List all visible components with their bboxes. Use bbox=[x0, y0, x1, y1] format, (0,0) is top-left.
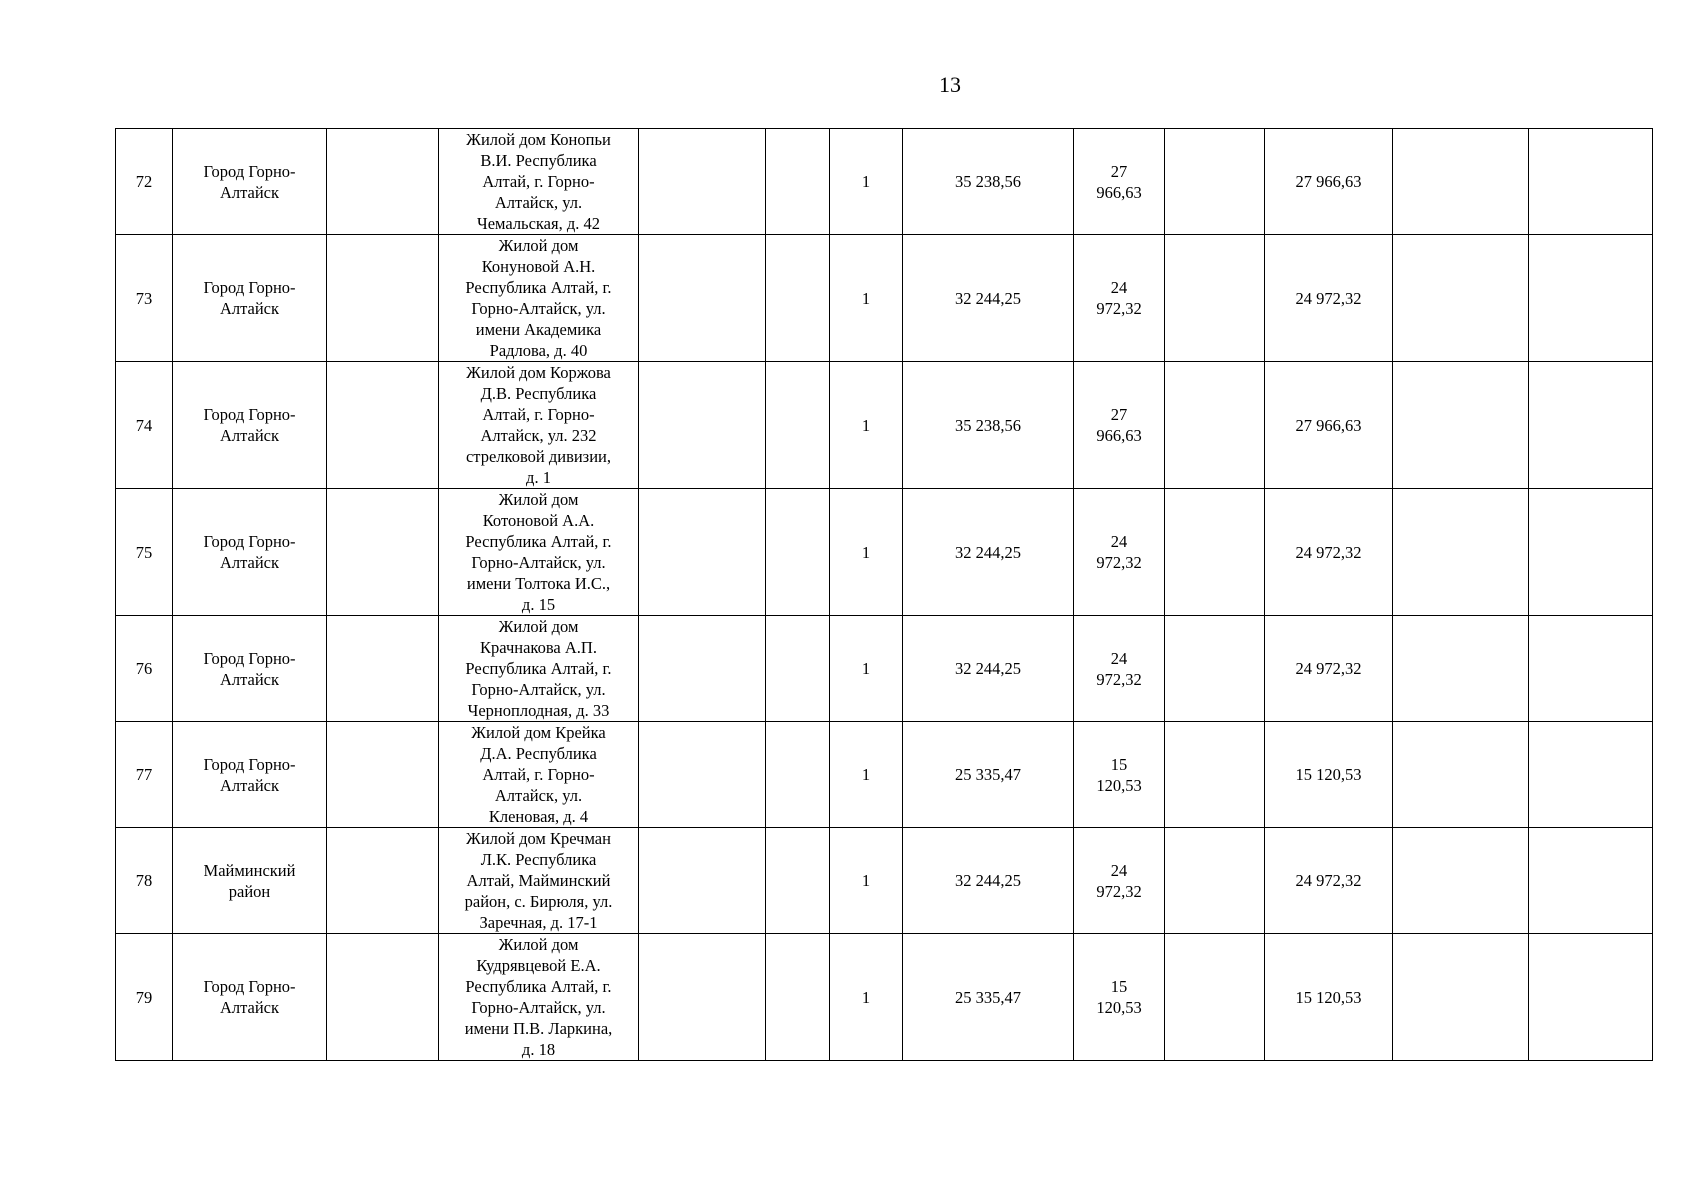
empty-cell bbox=[1393, 129, 1529, 235]
table-row bbox=[116, 722, 1653, 828]
empty-cell bbox=[1529, 129, 1653, 235]
row-number: 73 bbox=[116, 235, 173, 362]
subsidy-split-cell: 24 972,32 bbox=[1074, 616, 1165, 722]
municipality-cell: Город Горно- Алтайск bbox=[173, 235, 327, 362]
subsidy-split-cell: 27 966,63 bbox=[1074, 129, 1165, 235]
empty-cell bbox=[327, 235, 439, 362]
municipality-cell: Город Горно- Алтайск bbox=[173, 362, 327, 489]
page-number: 13 bbox=[939, 72, 961, 97]
row-number: 76 bbox=[116, 616, 173, 722]
table-row bbox=[116, 362, 1653, 489]
subsidy-split-cell: 24 972,32 bbox=[1074, 489, 1165, 616]
empty-cell bbox=[1529, 722, 1653, 828]
empty-cell bbox=[1165, 722, 1265, 828]
row-number: 74 bbox=[116, 362, 173, 489]
empty-cell bbox=[327, 934, 439, 1061]
row-number: 77 bbox=[116, 722, 173, 828]
empty-cell bbox=[1393, 235, 1529, 362]
total-cell: 15 120,53 bbox=[1265, 722, 1393, 828]
quantity-cell: 1 bbox=[830, 362, 903, 489]
empty-cell bbox=[639, 616, 766, 722]
empty-cell bbox=[639, 235, 766, 362]
empty-cell bbox=[1529, 362, 1653, 489]
row-number: 72 bbox=[116, 129, 173, 235]
object-cell: Жилой дом Конопьи В.И. Республика Алтай, г. Горно- Алтайск, ул. Чемальская, д. 42 bbox=[439, 129, 639, 235]
table-row bbox=[116, 489, 1653, 616]
total-cell: 24 972,32 bbox=[1265, 828, 1393, 934]
quantity-cell: 1 bbox=[830, 934, 903, 1061]
empty-cell bbox=[766, 362, 830, 489]
empty-cell bbox=[766, 616, 830, 722]
subsidy-split-cell: 15 120,53 bbox=[1074, 934, 1165, 1061]
cost-cell: 25 335,47 bbox=[903, 934, 1074, 1061]
municipality-cell: Город Горно- Алтайск bbox=[173, 616, 327, 722]
empty-cell bbox=[1529, 828, 1653, 934]
object-cell: Жилой дом Кудрявцевой Е.А. Республика Алтай, г. Горно-Алтайск, ул. имени П.В. Ларкина, д. 18 bbox=[439, 934, 639, 1061]
row-number: 75 bbox=[116, 489, 173, 616]
table-row bbox=[116, 235, 1653, 362]
empty-cell bbox=[639, 722, 766, 828]
total-cell: 27 966,63 bbox=[1265, 129, 1393, 235]
empty-cell bbox=[327, 722, 439, 828]
empty-cell bbox=[327, 489, 439, 616]
total-cell: 24 972,32 bbox=[1265, 235, 1393, 362]
empty-cell bbox=[1165, 129, 1265, 235]
empty-cell bbox=[1529, 934, 1653, 1061]
municipality-cell: Город Горно- Алтайск bbox=[173, 489, 327, 616]
object-cell: Жилой дом Крачнакова А.П. Республика Алтай, г. Горно-Алтайск, ул. Черноплодная, д. 33 bbox=[439, 616, 639, 722]
empty-cell bbox=[1165, 828, 1265, 934]
cost-cell: 32 244,25 bbox=[903, 616, 1074, 722]
row-number: 78 bbox=[116, 828, 173, 934]
empty-cell bbox=[639, 828, 766, 934]
subsidy-split-cell: 24 972,32 bbox=[1074, 828, 1165, 934]
object-cell: Жилой дом Котоновой А.А. Республика Алтай, г. Горно-Алтайск, ул. имени Толтока И.С., д. 15 bbox=[439, 489, 639, 616]
empty-cell bbox=[1165, 934, 1265, 1061]
object-cell: Жилой дом Крейка Д.А. Республика Алтай, г. Горно- Алтайск, ул. Кленовая, д. 4 bbox=[439, 722, 639, 828]
quantity-cell: 1 bbox=[830, 235, 903, 362]
empty-cell bbox=[1393, 934, 1529, 1061]
cost-cell: 32 244,25 bbox=[903, 489, 1074, 616]
empty-cell bbox=[327, 828, 439, 934]
row-number: 79 bbox=[116, 934, 173, 1061]
empty-cell bbox=[766, 722, 830, 828]
object-cell: Жилой дом Конуновой А.Н. Республика Алтай, г. Горно-Алтайск, ул. имени Академика Радлова, д. 40 bbox=[439, 235, 639, 362]
empty-cell bbox=[1393, 722, 1529, 828]
empty-cell bbox=[766, 828, 830, 934]
municipality-cell: Город Горно- Алтайск bbox=[173, 722, 327, 828]
quantity-cell: 1 bbox=[830, 616, 903, 722]
quantity-cell: 1 bbox=[830, 489, 903, 616]
table-row bbox=[116, 828, 1653, 934]
municipality-cell: Город Горно- Алтайск bbox=[173, 934, 327, 1061]
municipality-cell: Город Горно- Алтайск bbox=[173, 129, 327, 235]
quantity-cell: 1 bbox=[830, 722, 903, 828]
data-table bbox=[115, 128, 1653, 1061]
object-cell: Жилой дом Кречман Л.К. Республика Алтай, Майминский район, с. Бирюля, ул. Заречная, д. 17-1 bbox=[439, 828, 639, 934]
subsidy-split-cell: 15 120,53 bbox=[1074, 722, 1165, 828]
empty-cell bbox=[1393, 362, 1529, 489]
cost-cell: 35 238,56 bbox=[903, 129, 1074, 235]
empty-cell bbox=[1529, 235, 1653, 362]
cost-cell: 35 238,56 bbox=[903, 362, 1074, 489]
empty-cell bbox=[639, 362, 766, 489]
table-row bbox=[116, 934, 1653, 1061]
empty-cell bbox=[1393, 828, 1529, 934]
empty-cell bbox=[639, 129, 766, 235]
empty-cell bbox=[327, 616, 439, 722]
quantity-cell: 1 bbox=[830, 129, 903, 235]
empty-cell bbox=[1393, 616, 1529, 722]
object-cell: Жилой дом Коржова Д.В. Республика Алтай, г. Горно- Алтайск, ул. 232 стрелковой дивизии, д. 1 bbox=[439, 362, 639, 489]
municipality-cell: Майминский район bbox=[173, 828, 327, 934]
empty-cell bbox=[1165, 362, 1265, 489]
empty-cell bbox=[327, 362, 439, 489]
empty-cell bbox=[1165, 616, 1265, 722]
empty-cell bbox=[639, 934, 766, 1061]
empty-cell bbox=[1529, 489, 1653, 616]
empty-cell bbox=[639, 489, 766, 616]
empty-cell bbox=[327, 129, 439, 235]
cost-cell: 32 244,25 bbox=[903, 828, 1074, 934]
empty-cell bbox=[1165, 489, 1265, 616]
cost-cell: 25 335,47 bbox=[903, 722, 1074, 828]
total-cell: 27 966,63 bbox=[1265, 362, 1393, 489]
total-cell: 15 120,53 bbox=[1265, 934, 1393, 1061]
empty-cell bbox=[766, 489, 830, 616]
empty-cell bbox=[1529, 616, 1653, 722]
total-cell: 24 972,32 bbox=[1265, 489, 1393, 616]
subsidy-split-cell: 27 966,63 bbox=[1074, 362, 1165, 489]
empty-cell bbox=[1165, 235, 1265, 362]
empty-cell bbox=[766, 235, 830, 362]
empty-cell bbox=[1393, 489, 1529, 616]
cost-cell: 32 244,25 bbox=[903, 235, 1074, 362]
total-cell: 24 972,32 bbox=[1265, 616, 1393, 722]
table-row bbox=[116, 129, 1653, 235]
empty-cell bbox=[766, 129, 830, 235]
table-row bbox=[116, 616, 1653, 722]
subsidy-split-cell: 24 972,32 bbox=[1074, 235, 1165, 362]
quantity-cell: 1 bbox=[830, 828, 903, 934]
empty-cell bbox=[766, 934, 830, 1061]
